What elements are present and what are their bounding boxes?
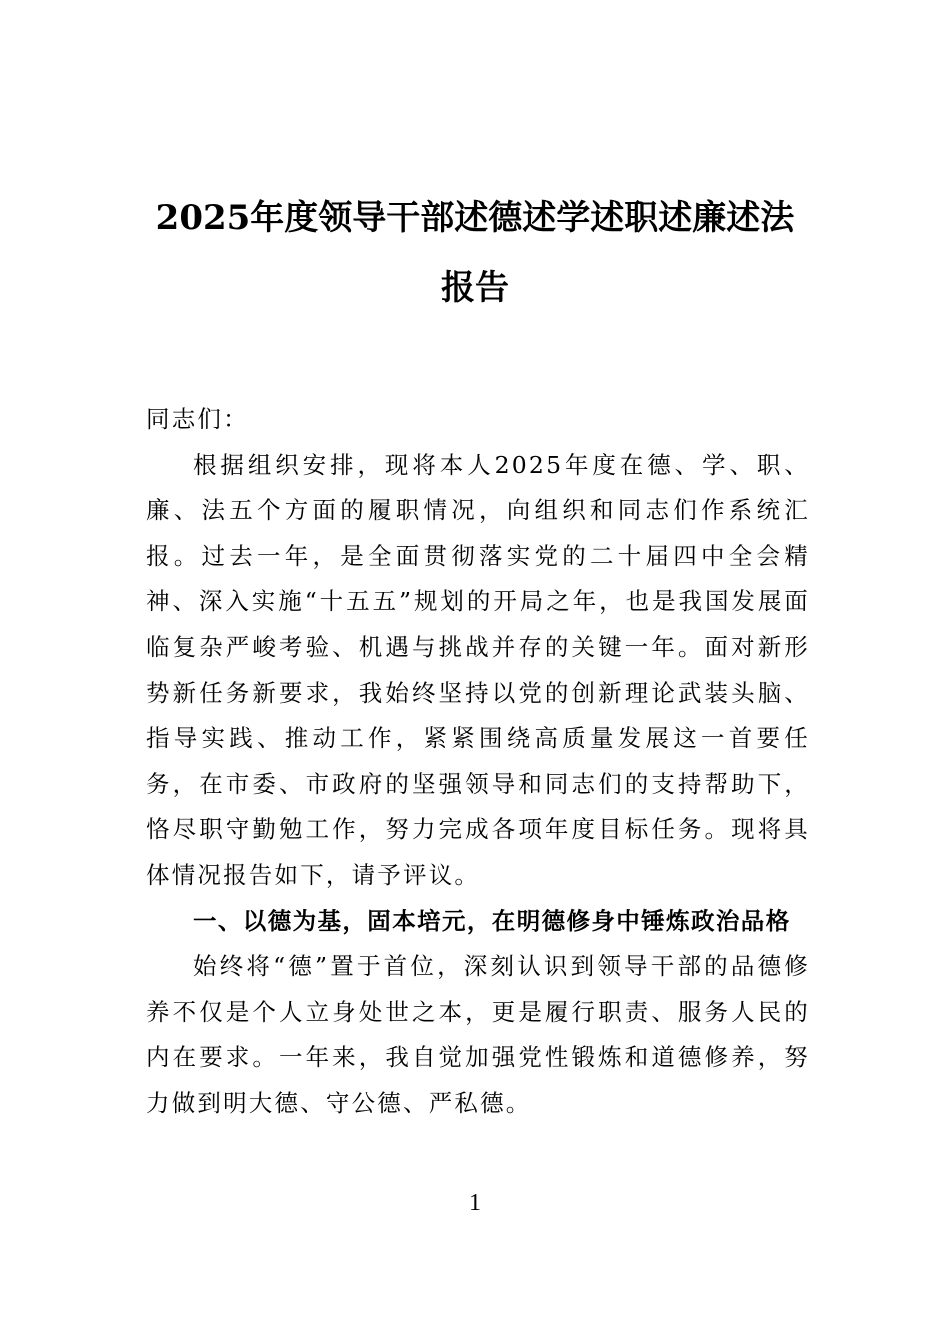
document-title-line-1: 2025年度领导干部述德述学述职述廉述法 [155,198,795,238]
intro-paragraph: 根据组织安排，现将本人2025年度在德、学、职、廉、法五个方面的履职情况，向组织和同志们作系统汇报。过去一年，是全面贯彻落实党的二十届四中全会精神、深入实施“十五五”规划的开局之年，也是我国发展面临复杂严峻考验、机遇与挑战并存的关键一年。面对新形势新任务新要求，我始终坚持以党的创新理论武装头脑、指导实践、推动工作，紧紧围绕高质量发展这一首要任务，在市委、市政府的坚强领导和同志们的支持帮助下，恪尽职守勤勉工作，努力完成各项年度目标任务。现将具体情况报告如下，请予评议。 [146,450,810,889]
salutation: 同志们： [146,405,249,433]
section-heading-1: 一、以德为基，固本培元，在明德修身中锤炼政治品格 [193,906,791,935]
document-title-line-2: 报告 [441,268,509,308]
document-body [146,397,810,1127]
page-number: 1 [469,1190,481,1216]
section-1-paragraph: 始终将“德”置于首位，深刻认识到领导干部的品德修养不仅是个人立身处世之本，更是履行职责、服务人民的内在要求。一年来，我自觉加强党性锻炼和道德修养，努力做到明大德、守公德、严私德。 [146,952,810,1117]
